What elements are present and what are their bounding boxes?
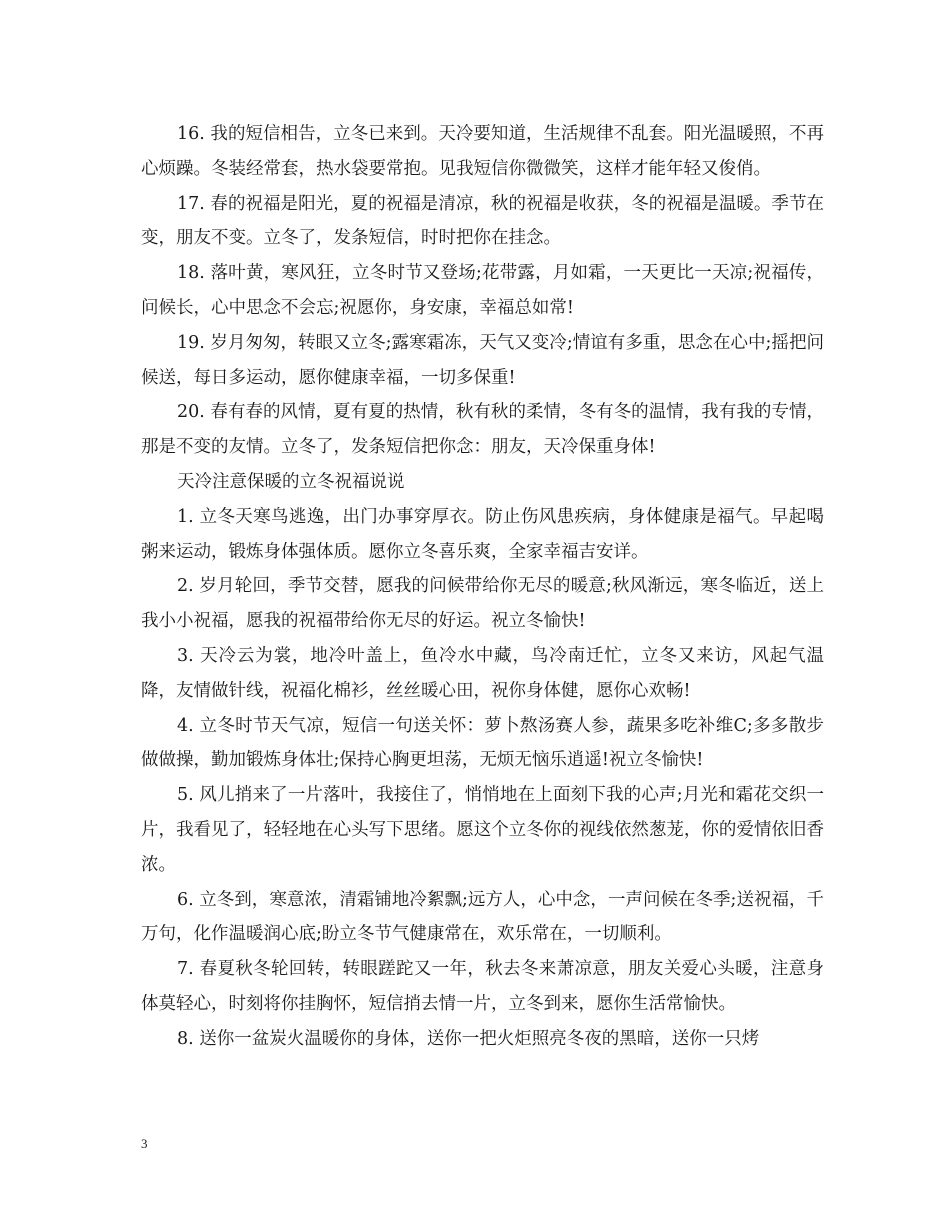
- paragraph-2: 2. 岁月轮回，季节交替，愿我的问候带给你无尽的暖意;秋风渐远，寒冬临近，送上我小小祝福，愿我的祝福带给你无尽的好运。祝立冬愉快!: [141, 576, 824, 632]
- paragraph-19: 19. 岁月匆匆，转眼又立冬;露寒霜冻，天气又变冷;情谊有多重，思念在心中;摇把问候送，每日多运动，愿你健康幸福，一切多保重!: [141, 332, 824, 388]
- paragraph-18: 18. 落叶黄，寒风狂，立冬时节又登场;花带露，月如霜，一天更比一天凉;祝福传，问候长，心中思念不会忘;祝愿你，身安康，幸福总如常!: [141, 263, 824, 318]
- section-heading: 天冷注意保暖的立冬祝福说说: [177, 471, 405, 492]
- paragraph-16: 16. 我的短信相告，立冬已来到。天冷要知道，生活规律不乱套。阳光温暖照，不再心烦躁。冬装经常套，热水袋要常抱。见我短信你微微笑，这样才能年轻又俊俏。: [141, 124, 824, 179]
- paragraph-4: 4. 立冬时节天气凉，短信一句送关怀：萝卜熬汤赛人参，蔬果多吃补维C;多多散步做做操，勤加锻炼身体壮;保持心胸更坦荡，无烦无恼乐逍遥!祝立冬愉快!: [141, 715, 824, 771]
- paragraph-3: 3. 天冷云为裳，地冷叶盖上，鱼冷水中藏，鸟冷南迁忙，立冬又来访，风起气温降，友情做针线，祝福化棉衫，丝丝暖心田，祝你身体健，愿你心欢畅!: [141, 645, 824, 701]
- paragraph-17: 17. 春的祝福是阳光，夏的祝福是清凉，秋的祝福是收获，冬的祝福是温暖。季节在变，朋友不变。立冬了，发条短信，时时把你在挂念。: [141, 193, 824, 249]
- paragraph-8: 8. 送你一盆炭火温暖你的身体，送你一把火炬照亮冬夜的黑暗，送你一只烤: [177, 1028, 760, 1049]
- body-text: [141, 117, 824, 1057]
- page-number: 3: [141, 1136, 148, 1151]
- paragraph-20: 20. 春有春的风情，夏有夏的热情，秋有秋的柔情，冬有冬的温情，我有我的专情，那是不变的友情。立冬了，发条短信把你念：朋友，天冷保重身体!: [141, 402, 824, 458]
- paragraph-5: 5. 风儿捎来了一片落叶，我接住了，悄悄地在上面刻下我的心声;月光和霜花交织一片，我看见了，轻轻地在心头写下思绪。愿这个立冬你的视线依然葱茏，你的爱情依旧香浓。: [141, 785, 824, 875]
- paragraph-7: 7. 春夏秋冬轮回转，转眼蹉跎又一年，秋去冬来萧凉意，朋友关爱心头暖，注意身体莫轻心，时刻将你挂胸怀，短信捎去情一片，立冬到来，愿你生活常愉快。: [141, 959, 824, 1014]
- paragraph-1: 1. 立冬天寒鸟逃逸，出门办事穿厚衣。防止伤风患疾病，身体健康是福气。早起喝粥来运动，锻炼身体强体质。愿你立冬喜乐爽，全家幸福吉安详。: [141, 506, 824, 562]
- paragraph-6: 6. 立冬到，寒意浓，清霜铺地冷絮飘;远方人，心中念，一声问候在冬季;送祝福，千万句，化作温暖润心底;盼立冬节气健康常在，欢乐常在，一切顺利。: [141, 889, 824, 945]
